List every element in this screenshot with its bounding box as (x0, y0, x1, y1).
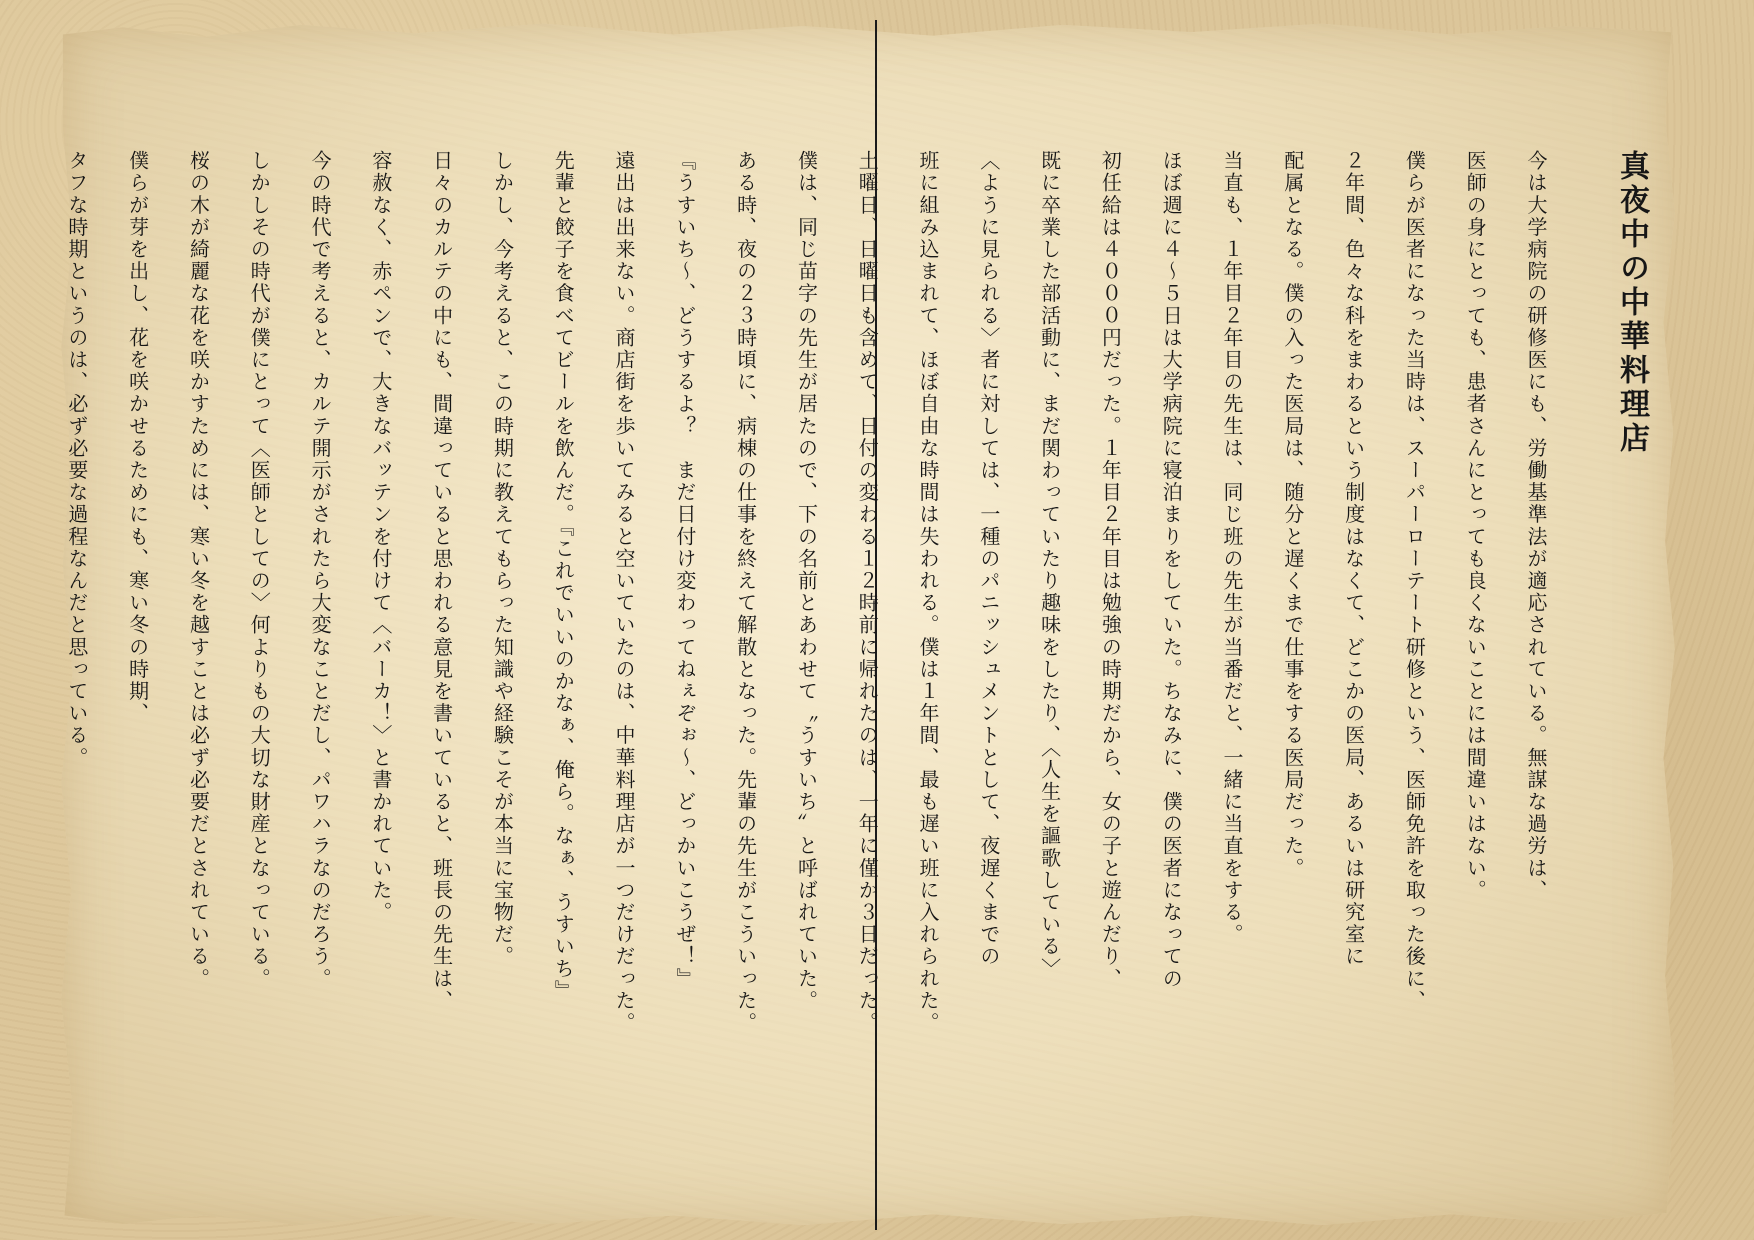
text-line: タフな時期というのは、必ず必要な過程なんだと思っている。 (64, 150, 89, 769)
page-title: 真夜中の中華料理店 (1614, 150, 1649, 456)
text-line: しかし、今考えると、この時期に教えてもらった知識や経験こそが本当に宝物だ。 (490, 150, 515, 968)
text-line: 班に組み込まれて、ほぼ自由な時間は失われる。僕は１年間、最も遅い班に入れられた。 (916, 150, 941, 1034)
text-line: 遠出は出来ない。商店街を歩いてみると空いていたのは、中華料理店が一つだけだった。 (612, 150, 637, 1034)
text-line: しかしその時代が僕にとって〈医師としての〉何よりもの大切な財産となっている。 (247, 150, 272, 990)
text-line: 僕らが芽を出し、花を咲かせるためにも、寒い冬の時期、 (125, 150, 150, 725)
text-line: 当直も、１年目２年目の先生は、同じ班の先生が当番だと、一緒に当直をする。 (1220, 150, 1245, 946)
text-line: ある時、夜の２３時頃に、病棟の仕事を終えて解散となった。先輩の先生がこういった。 (733, 150, 758, 1034)
text-line: 容赦なく、赤ペンで、大きなバッテンを付けて〈バーカ！〉と書かれていた。 (368, 150, 393, 924)
text-line: 今は大学病院の研修医にも、労働基準法が適応されている。無謀な過労は、 (1524, 150, 1548, 902)
text-line: 先輩と餃子を食べてビールを飲んだ。『これでいいのかなぁ、俺ら。なぁ、うすいち』 (551, 150, 576, 1002)
text-line: 僕らが医者になった当時は、スーパーローテート研修という、医師免許を取った後に、 (1402, 150, 1427, 1012)
text-line: 今の時代で考えると、カルテ開示がされたら大変なことだし、パワハラなのだろう。 (308, 150, 333, 990)
text-line: 〈ように見られる〉者に対しては、一種のパニッシュメントとして、夜遅くまでの (976, 150, 1001, 968)
text-line: ほぼ週に４～５日は大学病院に寝泊まりをしていた。ちなみに、僕の医者になっての (1159, 150, 1184, 990)
text-line: 医師の身にとっても、患者さんにとっても良くないことには間違いはない。 (1463, 150, 1488, 902)
text-line: 僕は、同じ苗字の先生が居たので、下の名前とあわせて〝うすいち〟と呼ばれていた。 (794, 150, 819, 1012)
text-line: ２年間、色々な科をまわるという制度はなくて、どこかの医局、あるいは研究室に (1341, 150, 1366, 968)
text-line: 土曜日、日曜日も含めて、日付の変わる１２時前に帰れたのは、一年に僅か３日だった。 (855, 150, 880, 1034)
text-line: 桜の木が綺麗な花を咲かすためには、寒い冬を越すことは必ず必要だとされている。 (186, 150, 211, 990)
vertical-text-body (52, 150, 1652, 1210)
text-line: 『うすいち～、どうするよ？ まだ日付け変わってねぇぞぉ～、どっかいこうぜ！』 (672, 150, 697, 990)
text-line: 初任給は４０００円だった。１年目２年目は勉強の時期だから、女の子と遊んだり、 (1098, 150, 1123, 990)
text-line: 既に卒業した部活動に、まだ関わっていたり趣味をしたり、〈人生を謳歌している〉 (1037, 150, 1062, 980)
text-line: 日々のカルテの中にも、間違っていると思われる意見を書いていると、班長の先生は、 (429, 150, 454, 1012)
text-line: 配属となる。僕の入った医局は、随分と遅くまで仕事をする医局だった。 (1280, 150, 1305, 880)
